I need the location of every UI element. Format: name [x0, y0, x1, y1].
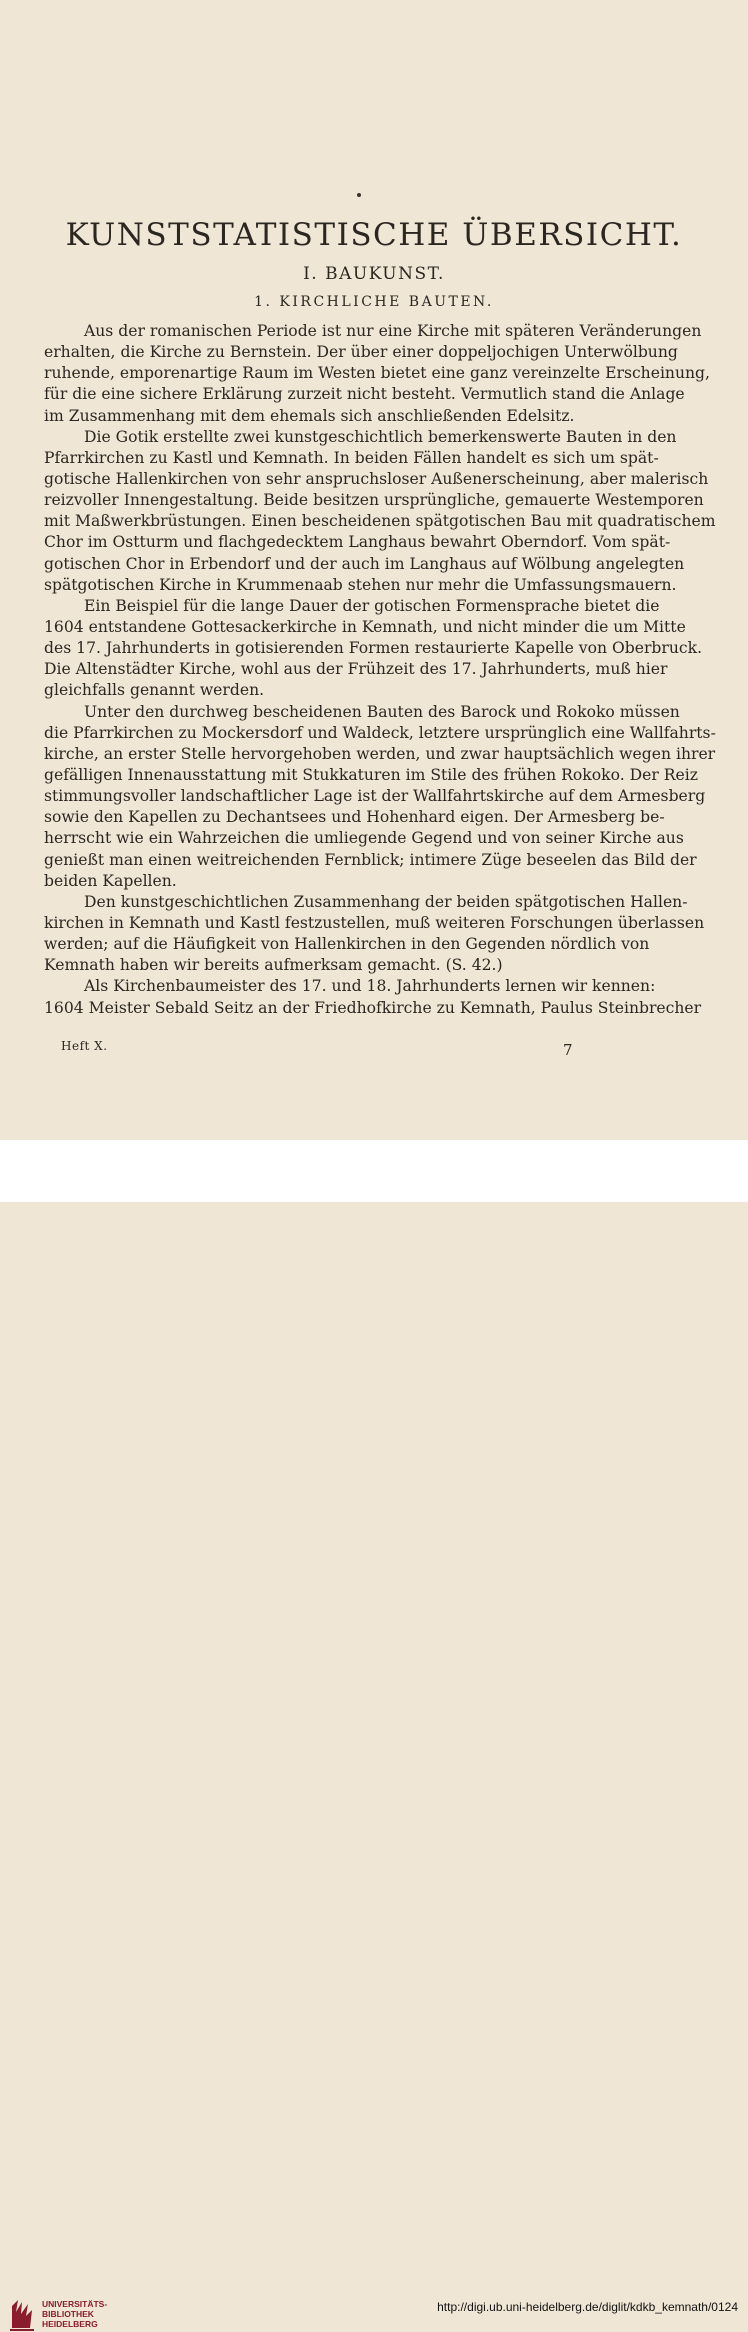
text-line: Ein Beispiel für die lange Dauer der gotischen Formensprache bietet die: [84, 596, 660, 615]
text-line: kirche, an erster Stelle hervorgehoben werden, und zwar hauptsächlich wegen ihrer: [44, 744, 716, 763]
text-line: herrscht wie ein Wahrzeichen die umliegende Gegend und von seiner Kirche aus: [44, 829, 684, 848]
library-logo-icon: [8, 2292, 36, 2332]
text-line: spätgotischen Kirche in Krummenaab stehen nur mehr die Umfassungsmauern.: [44, 575, 677, 594]
text-line: reizvoller Innengestaltung. Beide besitzen ursprüngliche, gemauerte Westemporen: [44, 491, 704, 510]
text-line: ruhende, emporenartige Raum im Westen bietet eine ganz vereinzelte Erscheinung,: [44, 364, 711, 383]
text-line: Aus der romanischen Periode ist nur eine Kirche mit späteren Veränderungen: [84, 322, 702, 340]
text-line: kirchen in Kemnath und Kastl festzustellen, muß weiteren Forschungen überlassen: [44, 913, 705, 932]
text-line: Pfarrkirchen zu Kastl und Kemnath. In beiden Fällen handelt es sich um spät-: [44, 448, 659, 467]
text-line: gefälligen Innenausstattung mit Stukkaturen im Stile des frühen Rokoko. Der Reiz: [44, 765, 698, 784]
text-line: erhalten, die Kirche zu Bernstein. Der über einer doppeljochigen Unterwölbung: [44, 343, 678, 362]
text-line: gotischen Chor in Erbendorf und der auch im Langhaus auf Wölbung angelegten: [44, 554, 685, 573]
library-name[interactable]: UNIVERSITÄTS- BIBLIOTHEK HEIDELBERG: [42, 2299, 108, 2329]
page-title: KUNSTSTATISTISCHE ÜBERSICHT.: [65, 217, 683, 253]
viewer-footer-bar: [0, 1140, 748, 2329]
signature-mark: Heft X.: [61, 1039, 108, 1053]
text-line: Die Gotik erstellte zwei kunstgeschichtlich bemerkenswerte Bauten in den: [84, 427, 677, 446]
text-line: Unter den durchweg bescheidenen Bauten des Barock und Rokoko müssen: [84, 702, 680, 721]
text-line: 1604 Meister Sebald Seitz an der Friedhofkirche zu Kemnath, Paulus Steinbrecher: [44, 998, 702, 1017]
section-title: 1. KIRCHLICHE BAUTEN.: [254, 294, 494, 310]
text-line: genießt man einen weitreichenden Fernblick; intimere Züge beseelen das Bild der: [44, 850, 697, 869]
text-line: mit Maßwerkbrüstungen. Einen bescheidenen spätgotischen Bau mit quadratischem: [44, 512, 716, 531]
body-text: [44, 321, 716, 1019]
text-line: Den kunstgeschichtlichen Zusammenhang der beiden spätgotischen Hallen-: [84, 892, 688, 911]
text-line: 1604 entstandene Gottesackerkirche in Kemnath, und nicht minder die um Mitte: [44, 617, 686, 636]
text-line: Als Kirchenbaumeister des 17. und 18. Jahrhunderts lernen wir kennen:: [84, 977, 656, 996]
ornament-dot: [357, 193, 361, 197]
text-line: beiden Kapellen.: [44, 871, 177, 890]
text-line: für die eine sichere Erklärung zurzeit nicht besteht. Vermutlich stand die Anlage: [44, 385, 685, 404]
scanned-page: [0, 0, 748, 1140]
permalink-url[interactable]: http://digi.ub.uni-heidelberg.de/diglit/kdkb_kemnath/0124: [437, 2300, 738, 2314]
text-line: Chor im Ostturm und flachgedecktem Langhaus bewahrt Oberndorf. Vom spät-: [44, 533, 671, 552]
text-line: des 17. Jahrhunderts in gotisierenden Formen restaurierte Kapelle von Oberbruck.: [44, 639, 703, 658]
text-line: Die Altenstädter Kirche, wohl aus der Frühzeit des 17. Jahrhunderts, muß hier: [44, 660, 668, 679]
text-line: gleichfalls genannt werden.: [44, 681, 265, 700]
text-line: die Pfarrkirchen zu Mockersdorf und Waldeck, letztere ursprünglich eine Wallfahrts-: [44, 723, 716, 742]
text-line: im Zusammenhang mit dem ehemals sich anschließenden Edelsitz.: [44, 406, 575, 425]
text-line: Kemnath haben wir bereits aufmerksam gemacht. (S. 42.): [44, 956, 503, 975]
text-line: werden; auf die Häufigkeit von Hallenkirchen in den Gegenden nördlich von: [44, 935, 650, 954]
chapter-title: I. BAUKUNST.: [303, 264, 445, 284]
page-number: 7: [563, 1041, 573, 1059]
text-line: sowie den Kapellen zu Dechantsees und Hohenhard eigen. Der Armesberg be-: [44, 808, 665, 827]
text-line: gotische Hallenkirchen von sehr anspruchsloser Außenerscheinung, aber malerisch: [44, 469, 709, 488]
text-line: stimmungsvoller landschaftlicher Lage ist der Wallfahrtskirche auf dem Armesberg: [44, 787, 706, 806]
